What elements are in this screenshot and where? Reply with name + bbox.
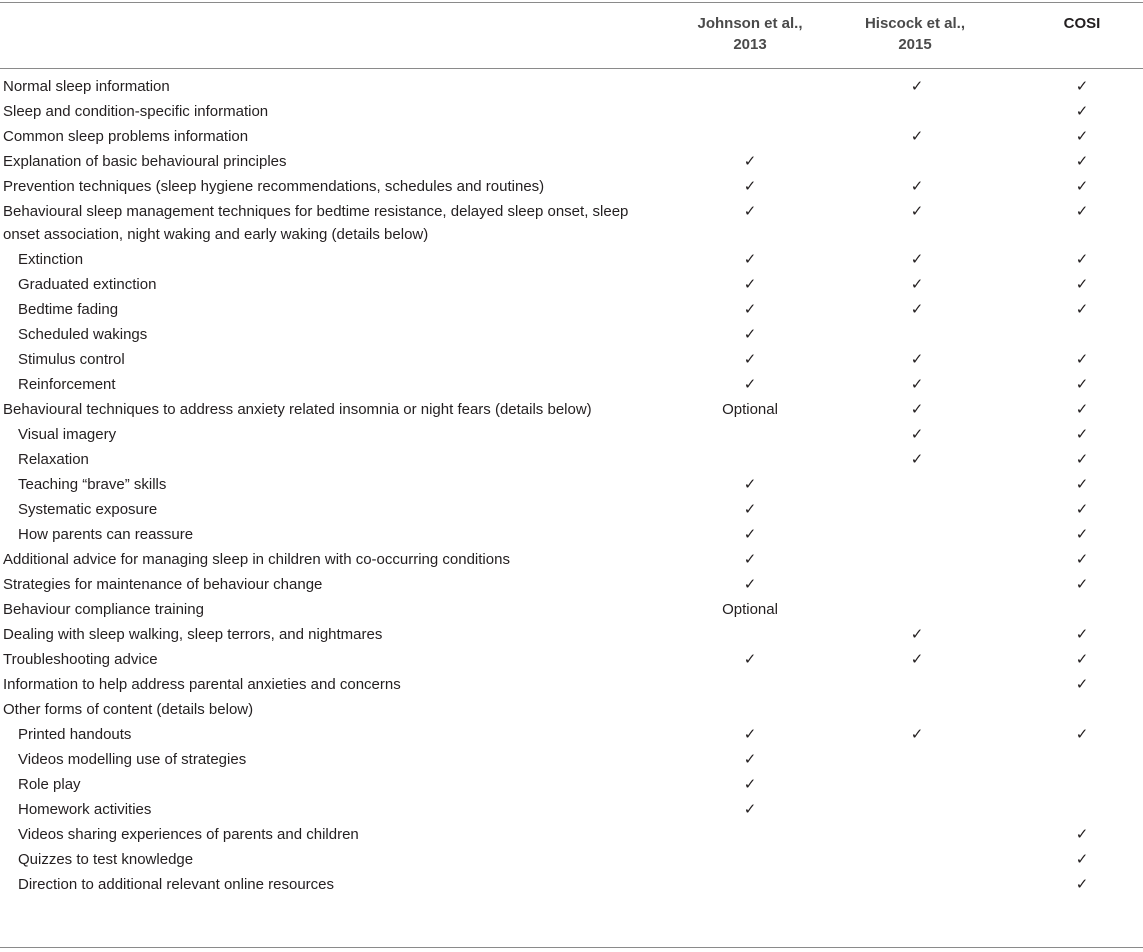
table-body [0, 73, 1143, 896]
row-label: Behavioural techniques to address anxiety related insomnia or night fears (details below) [3, 401, 592, 418]
table-row [0, 571, 1143, 596]
check-icon: ✓ [743, 350, 757, 368]
row-label: Prevention techniques (sleep hygiene recommendations, schedules and routines) [3, 178, 545, 195]
column-header-hiscock-line1: Hiscock et al., [864, 15, 966, 32]
row-label: Printed handouts [18, 726, 132, 743]
table-row [0, 746, 1143, 771]
check-icon: ✓ [743, 750, 757, 768]
check-icon: ✓ [743, 177, 757, 195]
row-label: Role play [18, 776, 81, 793]
check-icon: ✓ [743, 375, 757, 393]
check-icon: ✓ [1075, 127, 1089, 145]
check-icon: ✓ [910, 725, 924, 743]
row-label: Sleep and condition-specific information [3, 103, 269, 120]
check-icon: ✓ [910, 177, 924, 195]
check-icon: ✓ [910, 425, 924, 443]
column-header-johnson-line2: 2013 [733, 36, 767, 53]
check-icon: ✓ [743, 775, 757, 793]
table-row [0, 246, 1143, 271]
cell-johnson: Optional [722, 601, 778, 618]
check-icon: ✓ [743, 500, 757, 518]
row-label: Bedtime fading [18, 301, 119, 318]
check-icon: ✓ [910, 625, 924, 643]
check-icon: ✓ [1075, 152, 1089, 170]
table-row [0, 521, 1143, 546]
row-label: Direction to additional relevant online resources [18, 876, 335, 893]
table-bottom-rule [0, 947, 1143, 948]
check-icon: ✓ [1075, 675, 1089, 693]
table-row [0, 546, 1143, 571]
row-label: Teaching “brave” skills [18, 476, 167, 493]
table-row [0, 446, 1143, 471]
header-rule [0, 68, 1143, 69]
table-row [0, 646, 1143, 671]
table-row [0, 471, 1143, 496]
check-icon: ✓ [743, 152, 757, 170]
check-icon: ✓ [910, 450, 924, 468]
row-label: Extinction [18, 251, 84, 268]
table-row [0, 796, 1143, 821]
check-icon: ✓ [1075, 425, 1089, 443]
check-icon: ✓ [1075, 202, 1089, 220]
row-label: Homework activities [18, 801, 152, 818]
check-icon: ✓ [1075, 102, 1089, 120]
check-icon: ✓ [1075, 625, 1089, 643]
check-icon: ✓ [1075, 350, 1089, 368]
check-icon: ✓ [743, 300, 757, 318]
check-icon: ✓ [1075, 250, 1089, 268]
row-label: Troubleshooting advice [3, 651, 158, 668]
check-icon: ✓ [1075, 300, 1089, 318]
check-icon: ✓ [743, 325, 757, 343]
check-icon: ✓ [910, 650, 924, 668]
check-icon: ✓ [1075, 825, 1089, 843]
column-header-cosi-line1: COSI [1063, 15, 1101, 32]
table-row [0, 871, 1143, 896]
table-row [0, 123, 1143, 148]
table-row [0, 696, 1143, 721]
row-label: Stimulus control [18, 351, 125, 368]
table-row [0, 198, 1143, 246]
check-icon: ✓ [910, 350, 924, 368]
check-icon: ✓ [910, 127, 924, 145]
table-row [0, 346, 1143, 371]
column-header-cosi [1002, 13, 1143, 34]
row-label: Information to help address parental anxieties and concerns [3, 676, 401, 693]
check-icon: ✓ [1075, 500, 1089, 518]
column-header-hiscock-line2: 2015 [898, 36, 932, 53]
table-row [0, 596, 1143, 621]
table-row [0, 173, 1143, 198]
check-icon: ✓ [743, 650, 757, 668]
table-row [0, 496, 1143, 521]
row-label: Additional advice for managing sleep in children with co-occurring conditions [3, 551, 510, 568]
check-icon: ✓ [1075, 375, 1089, 393]
row-label: Common sleep problems information [3, 128, 249, 145]
table-row [0, 721, 1143, 746]
check-icon: ✓ [1075, 650, 1089, 668]
row-label: Graduated extinction [18, 276, 157, 293]
check-icon: ✓ [1075, 725, 1089, 743]
table-row [0, 148, 1143, 173]
check-icon: ✓ [1075, 475, 1089, 493]
check-icon: ✓ [910, 375, 924, 393]
row-label: Visual imagery [18, 426, 117, 443]
check-icon: ✓ [743, 800, 757, 818]
check-icon: ✓ [1075, 400, 1089, 418]
check-icon: ✓ [743, 275, 757, 293]
table-row [0, 821, 1143, 846]
check-icon: ✓ [743, 575, 757, 593]
table-row [0, 98, 1143, 123]
table-row [0, 296, 1143, 321]
row-label: Videos sharing experiences of parents and children [18, 826, 359, 843]
table-row [0, 671, 1143, 696]
cell-johnson: Optional [722, 401, 778, 418]
row-label: Videos modelling use of strategies [18, 751, 247, 768]
row-label: Systematic exposure [18, 501, 158, 518]
row-label: Quizzes to test knowledge [18, 851, 194, 868]
check-icon: ✓ [910, 250, 924, 268]
row-label: Normal sleep information [3, 78, 170, 95]
check-icon: ✓ [910, 275, 924, 293]
row-label: Strategies for maintenance of behaviour change [3, 576, 323, 593]
table-top-rule [0, 2, 1143, 3]
column-header-hiscock [835, 13, 995, 55]
table-row [0, 846, 1143, 871]
check-icon: ✓ [743, 202, 757, 220]
column-header-johnson-line1: Johnson et al., [697, 15, 803, 32]
check-icon: ✓ [910, 400, 924, 418]
check-icon: ✓ [743, 725, 757, 743]
table-row [0, 421, 1143, 446]
check-icon: ✓ [1075, 575, 1089, 593]
table-row [0, 771, 1143, 796]
check-icon: ✓ [1075, 850, 1089, 868]
check-icon: ✓ [910, 77, 924, 95]
table-row [0, 371, 1143, 396]
row-label: Behavioural sleep management techniques for bedtime resistance, delayed sleep onset, sleep onset association, night waking and early waking (details below) [3, 203, 629, 243]
row-label: Scheduled wakings [18, 326, 148, 343]
check-icon: ✓ [1075, 275, 1089, 293]
row-label: Behaviour compliance training [3, 601, 204, 618]
table-row [0, 396, 1143, 421]
check-icon: ✓ [1075, 177, 1089, 195]
check-icon: ✓ [743, 525, 757, 543]
check-icon: ✓ [910, 300, 924, 318]
check-icon: ✓ [743, 250, 757, 268]
check-icon: ✓ [743, 475, 757, 493]
check-icon: ✓ [1075, 525, 1089, 543]
table-row [0, 271, 1143, 296]
check-icon: ✓ [743, 550, 757, 568]
column-header-johnson [670, 13, 830, 55]
row-label: Explanation of basic behavioural principles [3, 153, 287, 170]
row-label: How parents can reassure [18, 526, 194, 543]
check-icon: ✓ [1075, 550, 1089, 568]
check-icon: ✓ [1075, 875, 1089, 893]
table-row [0, 621, 1143, 646]
row-label: Reinforcement [18, 376, 116, 393]
row-label: Relaxation [18, 451, 89, 468]
table-row [0, 321, 1143, 346]
check-icon: ✓ [910, 202, 924, 220]
row-label: Dealing with sleep walking, sleep terrors, and nightmares [3, 626, 383, 643]
check-icon: ✓ [1075, 77, 1089, 95]
row-label: Other forms of content (details below) [3, 701, 254, 718]
check-icon: ✓ [1075, 450, 1089, 468]
table-row [0, 73, 1143, 98]
